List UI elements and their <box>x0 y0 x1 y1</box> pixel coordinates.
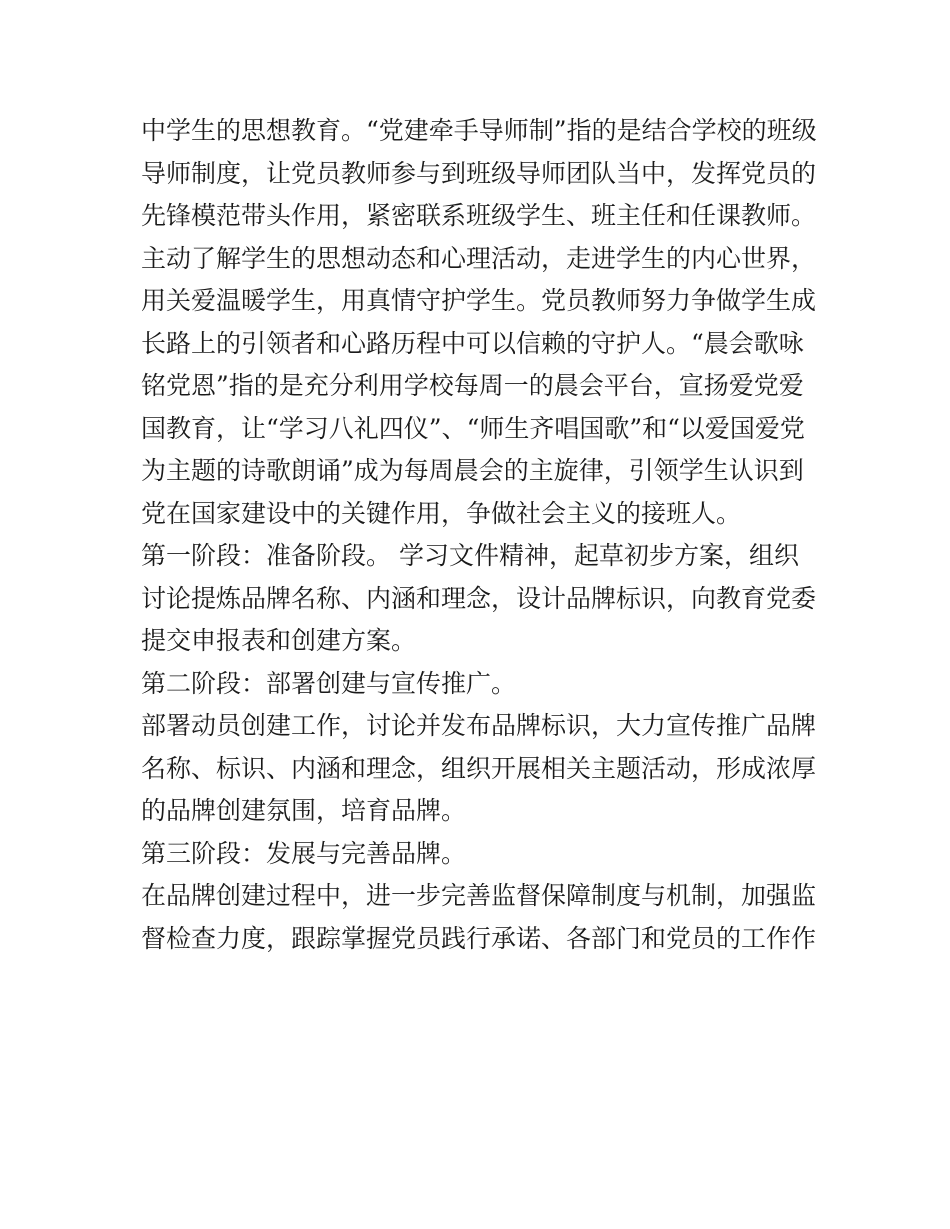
text-line: 督检查力度，跟踪掌握党员践行承诺、各部门和党员的工作作 <box>141 923 817 953</box>
text-line: 讨论提炼品牌名称、内涵和理念，设计品牌标识，向教育党委 <box>141 583 817 613</box>
text-line: 国教育，让“学习八礼四仪”、“师生齐唱国歌”和“以爱国爱党 <box>141 413 805 443</box>
text-line: 长路上的引领者和心路历程中可以信赖的守护人。“晨会歌咏 <box>141 328 804 358</box>
text-line: 的品牌创建氛围，培育品牌。 <box>141 796 467 825</box>
text-line: 用关爱温暖学生，用真情守护学生。党员教师努力争做学生成 <box>141 286 817 315</box>
text-line: 先锋模范带头作用，紧密联系班级学生、班主任和任课教师。 <box>141 201 817 230</box>
document-body <box>141 110 821 960</box>
text-line: 提交申报表和创建方案。 <box>141 626 417 655</box>
text-line: 中学生的思想教育。“党建牵手导师制”指的是结合学校的班级 <box>141 116 817 145</box>
text-line: 党在国家建设中的关键作用，争做社会主义的接班人。 <box>141 498 742 528</box>
text-line: 部署动员创建工作，讨论并发布品牌标识，大力宣传推广品牌 <box>141 711 817 740</box>
stage-two-heading: 第二阶段：部署创建与宣传推广。 <box>141 668 517 698</box>
text-line: 铭党恩”指的是充分利用学校每周一的晨会平台，宣扬爱党爱 <box>141 371 804 400</box>
text-line: 为主题的诗歌朗诵”成为每周晨会的主旋律，引领学生认识到 <box>141 456 804 485</box>
stage-three-heading: 第三阶段：发展与完善品牌。 <box>141 838 467 868</box>
text-line: 主动了解学生的思想动态和心理活动，走进学生的内心世界， <box>141 243 817 273</box>
text-line: 导师制度，让党员教师参与到班级导师团队当中，发挥党员的 <box>141 158 817 188</box>
stage-one-heading: 第一阶段：准备阶段。 学习文件精神，起草初步方案，组织 <box>141 541 799 570</box>
text-line: 在品牌创建过程中，进一步完善监督保障制度与机制，加强监 <box>141 881 817 910</box>
text-line: 名称、标识、内涵和理念，组织开展相关主题活动，形成浓厚 <box>141 753 817 783</box>
